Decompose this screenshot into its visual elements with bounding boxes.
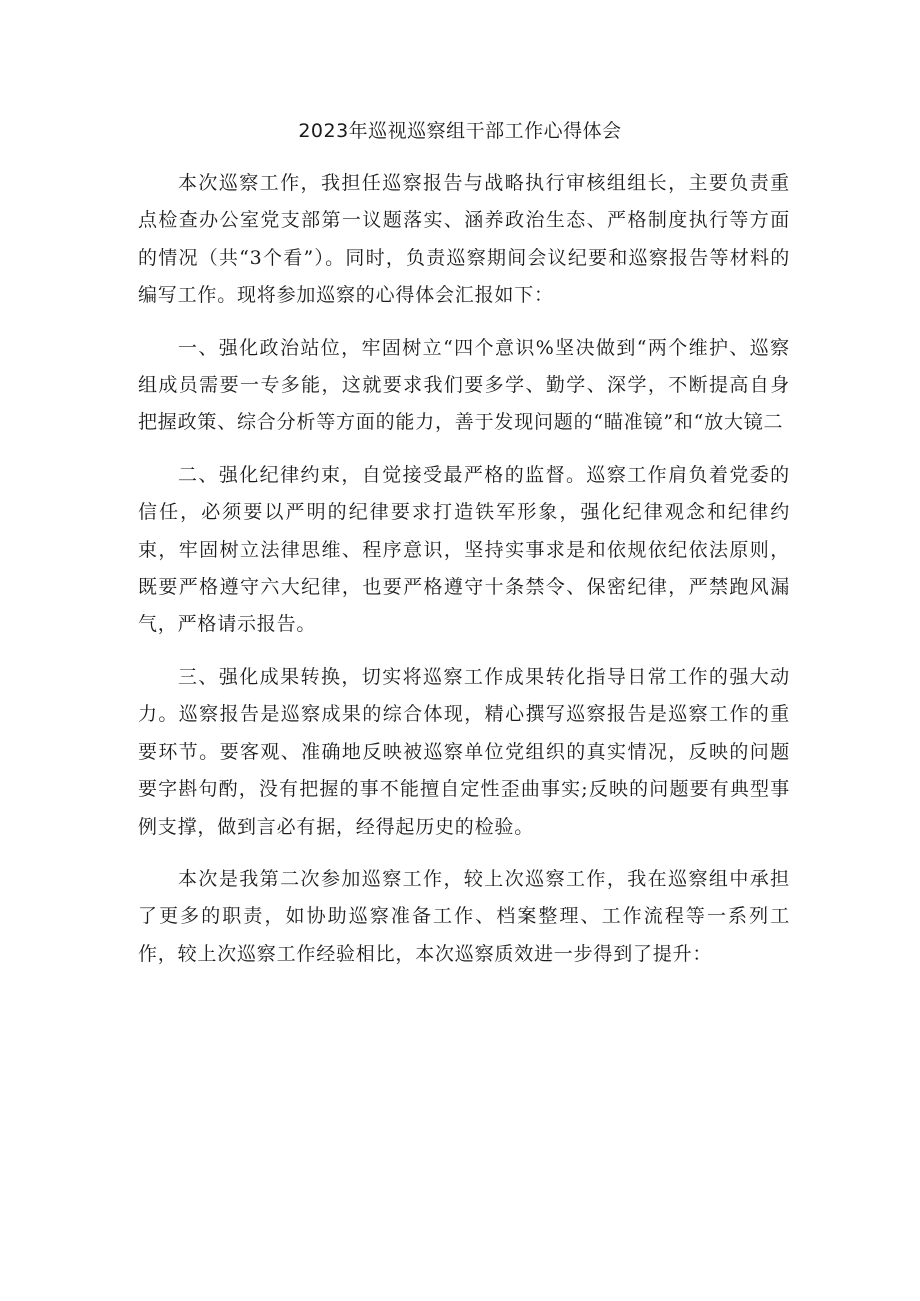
paragraph-section-1: 一、强化政治站位，牢固树立“四个意识%坚决做到“两个维护、巡察组成员需要一专多能，这就要求我们要多学、勤学、深学，不断提高自身把握政策、综合分析等方面的能力，善于发现问题的“瞄准镜”和“放大镜二 [138, 336, 790, 434]
document-body [138, 165, 790, 973]
document-title: 2023年巡视巡察组干部工作心得体会 [298, 120, 622, 142]
paragraph-summary: 本次是我第二次参加巡察工作，较上次巡察工作，我在巡察组中承担了更多的职责，如协助巡察准备工作、档案整理、工作流程等一系列工作，较上次巡察工作经验相比，本次巡察质效进一步得到了提升： [138, 867, 790, 965]
paragraph-intro: 本次巡察工作，我担任巡察报告与战略执行审核组组长，主要负责重点检查办公室党支部第一议题落实、涵养政治生态、严格制度执行等方面的情况（共“3个看”）。同时，负责巡察期间会议纪要和巡察报告等材料的编写工作。现将参加巡察的心得体会汇报如下： [138, 172, 790, 307]
paragraph-section-3: 三、强化成果转换，切实将巡察工作成果转化指导日常工作的强大动力。巡察报告是巡察成果的综合体现，精心撰写巡察报告是巡察工作的重要环节。要客观、准确地反映被巡察单位党组织的真实情况，反映的问题要字斟句酌，没有把握的事不能擅自定性歪曲事实;反映的问题要有典型事例支撑，做到言必有据，经得起历史的检验。 [138, 665, 790, 838]
paragraph-section-2: 二、强化纪律约束，自觉接受最严格的监督。巡察工作肩负着党委的信任，必须要以严明的纪律要求打造铁军形象，强化纪律观念和纪律约束，牢固树立法律思维、程序意识，坚持实事求是和依规依纪依法原则，既要严格遵守六大纪律，也要严格遵守十条禁令、保密纪律，严禁跑风漏气，严格请示报告。 [138, 463, 790, 636]
